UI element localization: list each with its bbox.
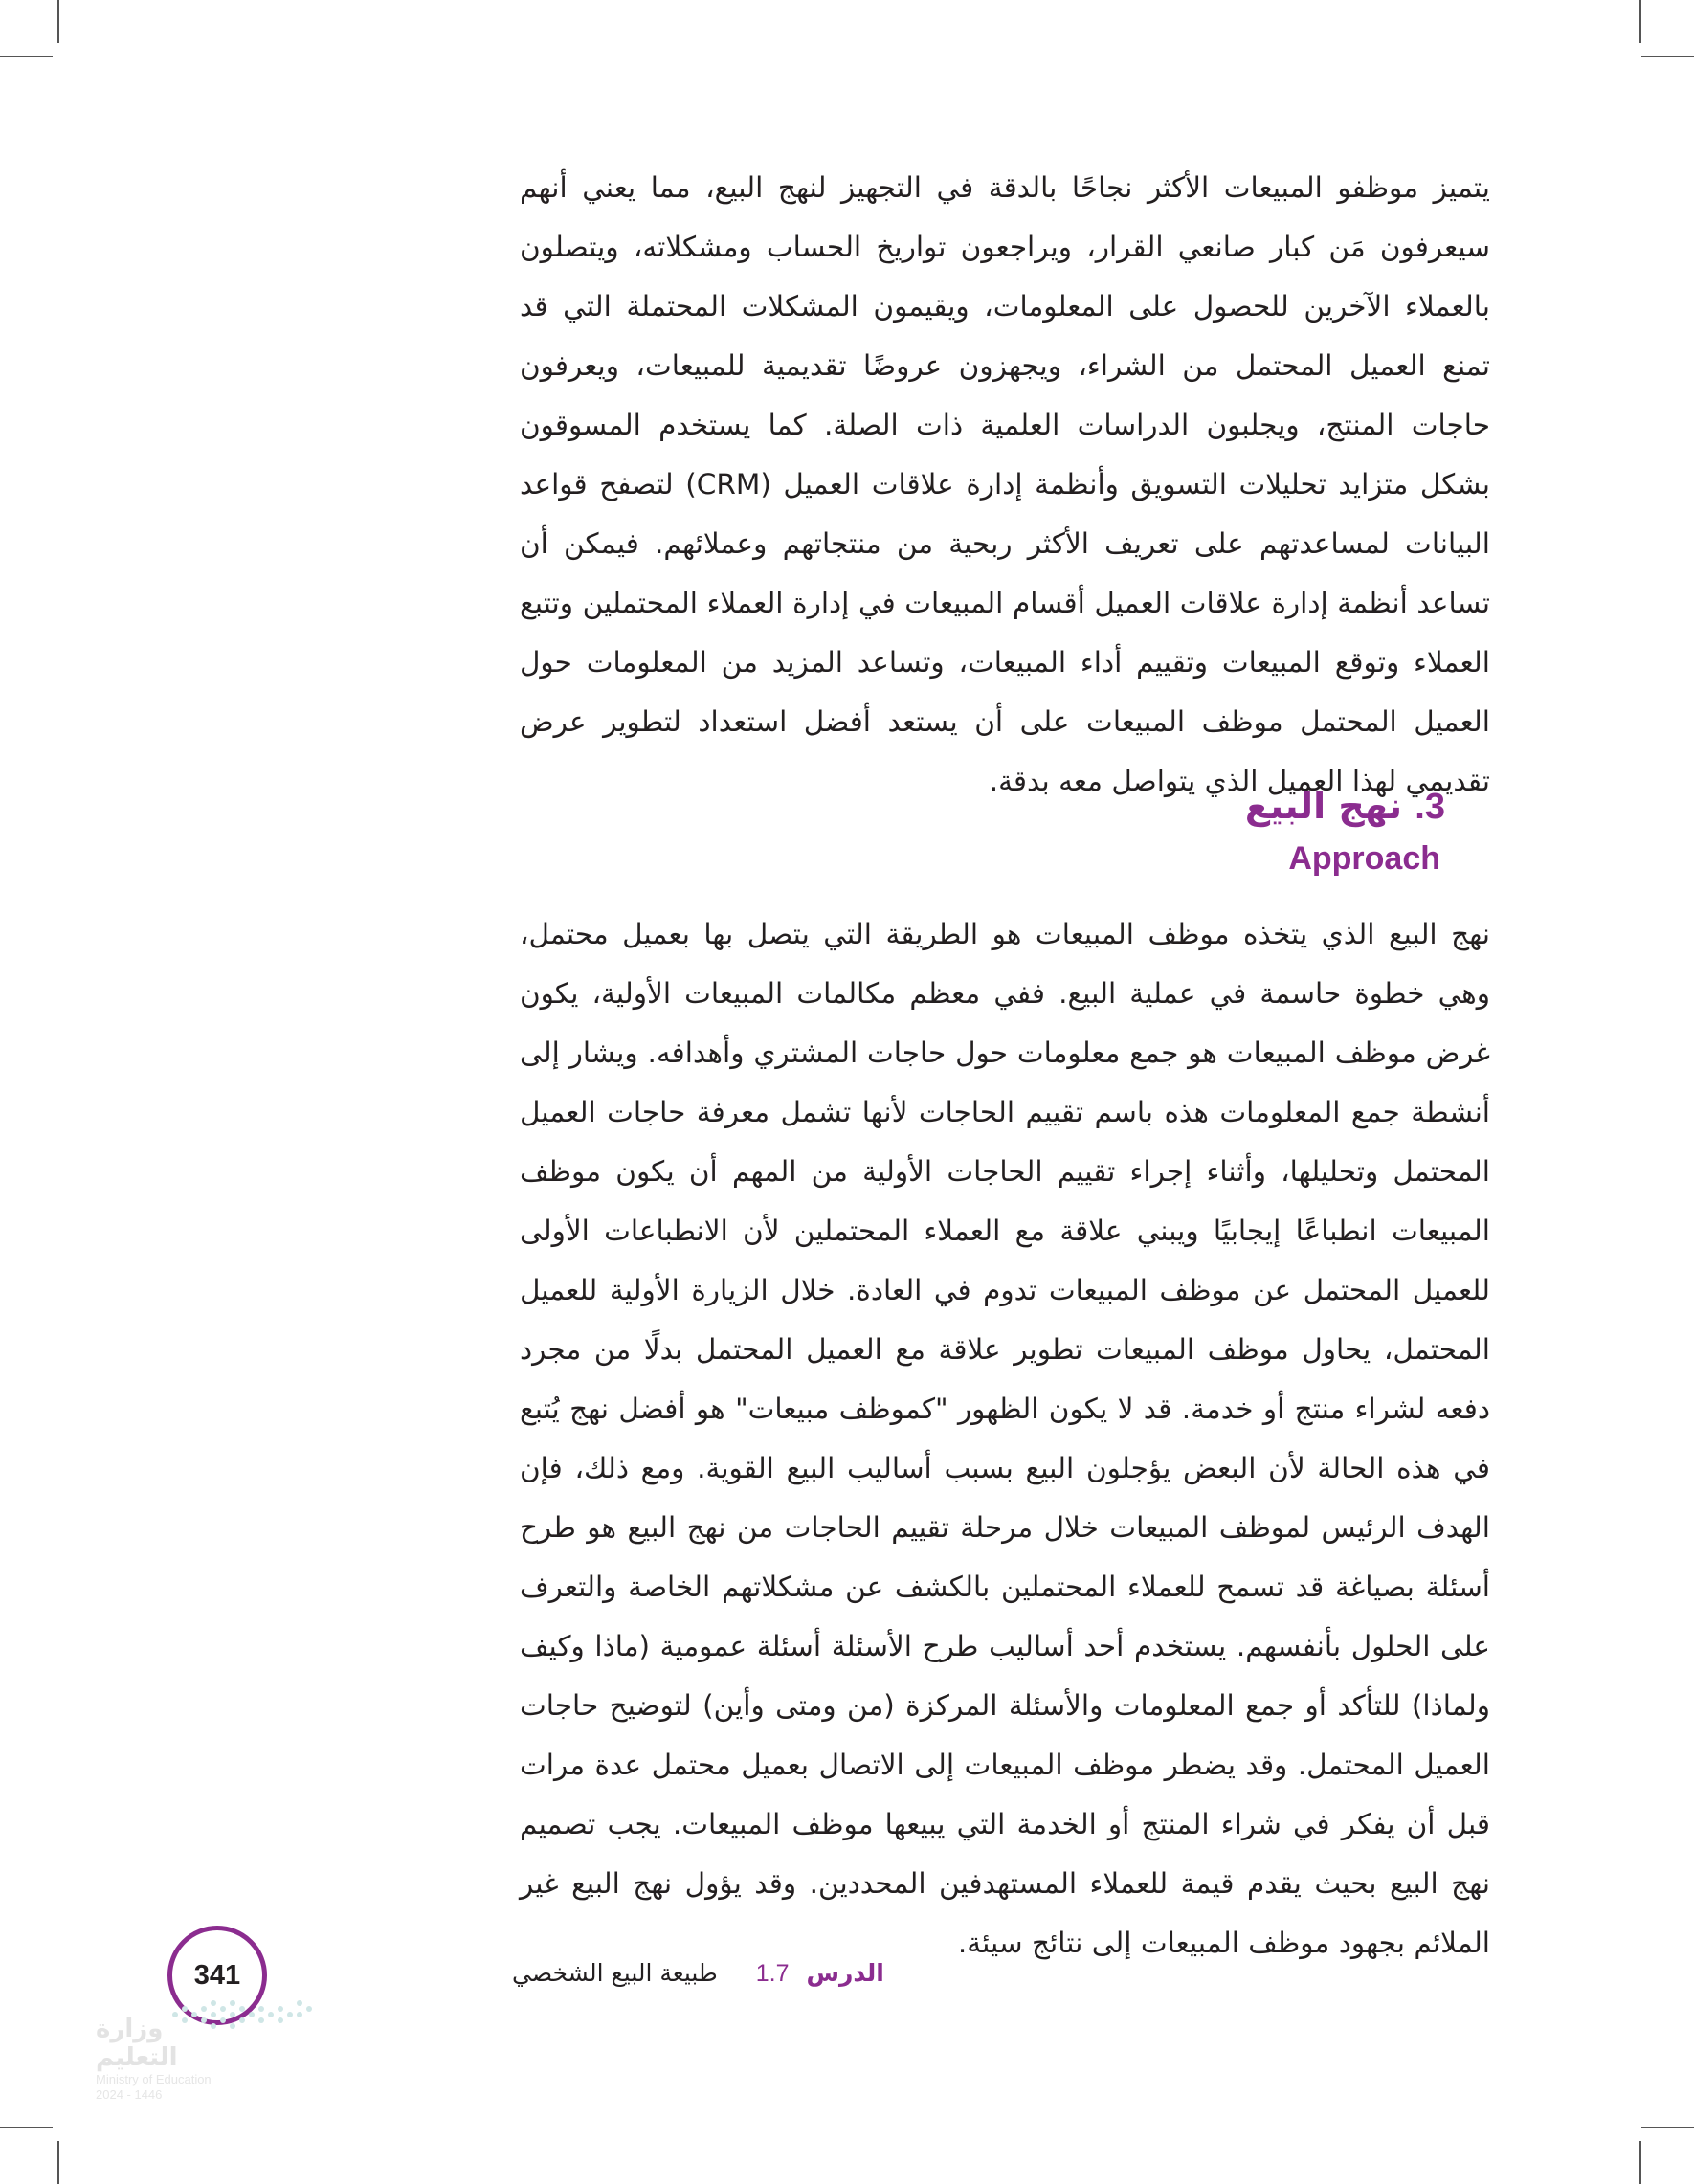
ministry-logo [96,2015,249,2103]
section-subtitle: Approach [1288,840,1440,877]
page-number: 341 [167,1926,267,2025]
crop-mark-bottom-right [1639,2141,1641,2184]
lesson-title: طبيعة البيع الشخصي [512,1959,718,1987]
section-title: نهج البيع [1244,785,1403,827]
section-number: 3. [1415,787,1445,827]
lesson-number: 1.7 [755,1960,790,1987]
crop-mark-top-left-h [0,56,53,57]
crop-mark-top-left [57,0,59,43]
crop-mark-bottom-right-h [1641,2127,1694,2128]
body-paragraph-2: نهج البيع الذي يتخذه موظف المبيعات هو الطريقة التي يتصل بها بعميل محتمل، وهي خطوة حاسمة في عملية البيع. ففي معظم مكالمات المبيعات الأولية، يكون غرض موظف المبيعات هو جمع معلومات حول حاجات المشتري وأهدافه. ويشار إلى أنشطة جمع المعلومات هذه باسم تقييم الحاجات لأنها تشمل معرفة حاجات العميل المحتمل وتحليلها، وأثناء إجراء تقييم الحاجات الأولية من المهم أن يكون موظف المبيعات انطباعًا إيجابيًا ويبني علاقة مع العملاء المحتملين لأن الانطباعات الأولى للعميل المحتمل عن موظف المبيعات تدوم في العادة. خلال الزيارة الأولية للعميل المحتمل، يحاول موظف المبيعات تطوير علاقة مع العميل المحتمل بدلًا من مجرد دفعه لشراء منتج أو خدمة. قد لا يكون الظهور "كموظف مبيعات" هو أفضل نهج يُتبع في هذه الحالة لأن البعض يؤجلون البيع بسبب أساليب البيع القوية. ومع ذلك، فإن الهدف الرئيس لموظف المبيعات خلال مرحلة تقييم الحاجات من نهج البيع هو طرح أسئلة بصياغة قد تسمح للعملاء المحتملين بالكشف عن مشكلاتهم الخاصة والتعرف على الحلول بأنفسهم. يستخدم أحد أساليب طرح الأسئلة أسئلة عمومية (ماذا وكيف ولماذا) للتأكد أو جمع المعلومات والأسئلة المركزة (من ومتى وأين) لتوضيح حاجات العميل المحتمل. وقد يضطر موظف المبيعات إلى الاتصال بعميل محتمل عدة مرات قبل أن يفكر في شراء المنتج أو الخدمة التي يبيعها موظف المبيعات. يجب تصميم نهج البيع بحيث يقدم قيمة للعملاء المستهدفين المحددين. وقد يؤول نهج البيع غير الملائم بجهود موظف المبيعات إلى نتائج سيئة. [520,918,1490,1959]
body-paragraph-1: يتميز موظفو المبيعات الأكثر نجاحًا بالدقة في التجهيز لنهج البيع، مما يعني أنهم سيعرفون مَن كبار صانعي القرار، ويراجعون تواريخ الحساب ومشكلاته، ويتصلون بالعملاء الآخرين للحصول على المعلومات، ويقيمون المشكلات المحتملة التي قد تمنع العميل المحتمل من الشراء، ويجهزون عروضًا تقديمية للمبيعات، ويعرفون حاجات المنتج، ويجلبون الدراسات العلمية ذات الصلة. كما يستخدم المسوقون بشكل متزايد تحليلات التسويق وأنظمة إدارة علاقات العميل (CRM) لتصفح قواعد البيانات لمساعدتهم على تعريف الأكثر ربحية من منتجاتهم وعملائهم. فيمكن أن تساعد أنظمة إدارة علاقات العميل أقسام المبيعات في إدارة العملاء المحتملين وتتبع العملاء وتوقع المبيعات وتقييم أداء المبيعات، وتساعد المزيد من المعلومات حول العميل المحتمل موظف المبيعات على أن يستعد أفضل استعداد لتطوير عرض تقديمي لهذا العميل الذي يتواصل معه بدقة. [520,171,1491,797]
crop-mark-top-right-h [1641,56,1694,57]
crop-mark-bottom-left [57,2141,59,2184]
crop-mark-top-right [1639,0,1641,43]
ministry-logo-arabic: وزارة التعليم [96,2015,178,2072]
crop-mark-bottom-left-h [0,2127,53,2128]
ministry-logo-english: Ministry of Education [96,2072,212,2086]
ministry-logo-year: 2024 - 1446 [96,2087,163,2102]
footer-lesson [512,1954,884,1993]
section-heading [1245,777,1445,836]
lesson-label: الدرس [806,1959,884,1987]
